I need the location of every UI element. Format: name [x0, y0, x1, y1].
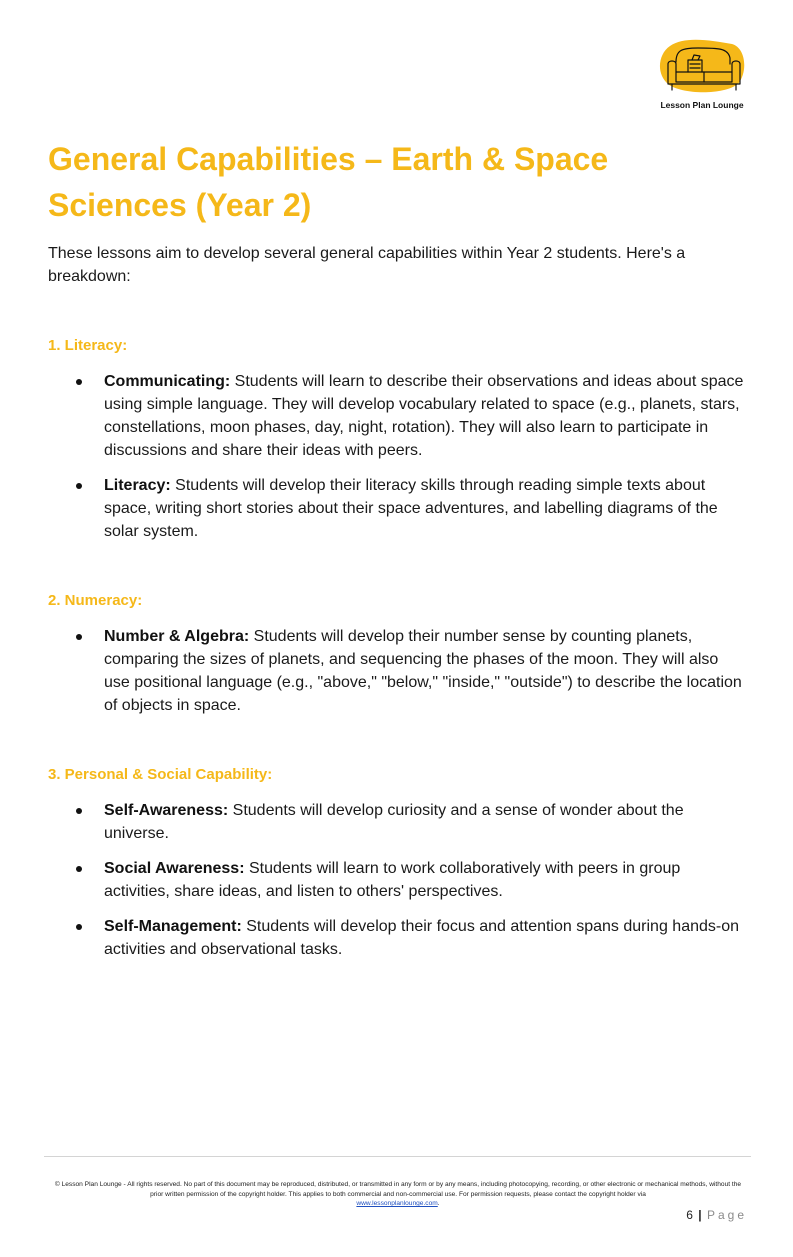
item-term: Literacy:	[104, 477, 171, 494]
bullet-icon	[76, 808, 82, 814]
list-item	[48, 915, 748, 961]
footer-divider	[44, 1156, 751, 1157]
item-term: Self-Management:	[104, 918, 242, 935]
page-number	[686, 1208, 747, 1222]
item-text: Students will develop their literacy skills through reading simple texts about space, writing short stories about their space adventures, and labelling diagrams of the solar system.	[104, 477, 718, 540]
list-item	[48, 474, 748, 543]
brand-name: Lesson Plan Lounge	[660, 100, 744, 110]
brand-logo	[654, 38, 750, 114]
item-term: Communicating:	[104, 373, 231, 390]
numeracy-list	[48, 625, 748, 729]
item-text: Students will learn to work collaboratively with peers in group activities, share ideas, and listen to others' perspectives.	[104, 860, 681, 900]
website-link[interactable]: www.lessonplanlounge.com	[356, 1200, 438, 1207]
item-term: Social Awareness:	[104, 860, 245, 877]
list-item	[48, 857, 748, 903]
item-text: Students will develop curiosity and a sense of wonder about the universe.	[104, 802, 684, 842]
copyright-text: © Lesson Plan Lounge - All rights reserved. No part of this document may be reproduced, distributed, or transmitted in any form or by any means, including photocopying, recording, or other electronic or mechanical methods, without the prior written permission of the copyright holder. This applies to both commercial and non-commercial use. For permission requests, please contact the copyright holder via	[54, 1181, 742, 1198]
couch-with-books-icon	[658, 38, 746, 96]
page-number-value: 6	[686, 1208, 693, 1222]
bullet-icon	[76, 483, 82, 489]
page-label: Page	[706, 1208, 747, 1222]
literacy-list	[48, 370, 748, 555]
item-text: Students will develop their number sense by counting planets, comparing the sizes of planets, and sequencing the phases of the moon. They will also use positional language (e.g., "above," "below," "inside," "outside") to describe the location of objects in space.	[104, 628, 742, 714]
bullet-icon	[76, 866, 82, 872]
page-title: General Capabilities – Earth & Space Sciences (Year 2)	[48, 141, 609, 223]
list-item	[48, 370, 748, 462]
item-term: Number & Algebra:	[104, 628, 250, 645]
list-item	[48, 799, 748, 845]
bullet-icon	[76, 634, 82, 640]
intro-paragraph: These lessons aim to develop several general capabilities within Year 2 students. Here's a breakdown:	[48, 245, 686, 285]
bullet-icon	[76, 924, 82, 930]
page-separator: |	[698, 1208, 702, 1222]
section-heading-literacy: 1. Literacy:	[48, 337, 128, 354]
section-heading-numeracy: 2. Numeracy:	[48, 592, 143, 609]
footer-copyright	[48, 1180, 748, 1209]
list-item	[48, 625, 748, 717]
personal-social-list	[48, 799, 748, 973]
link-suffix: .	[437, 1200, 440, 1207]
item-term: Self-Awareness:	[104, 802, 229, 819]
section-heading-personal-social: 3. Personal & Social Capability:	[48, 766, 273, 783]
bullet-icon	[76, 379, 82, 385]
item-text: Students will learn to describe their observations and ideas about space using simple language. They will develop vocabulary related to space (e.g., planets, stars, constellations, moon phases, day, night, rotation). They will also learn to participate in discussions and share their ideas with peers.	[104, 373, 744, 459]
item-text: Students will develop their focus and attention spans during hands-on activities and observational tasks.	[104, 918, 740, 958]
